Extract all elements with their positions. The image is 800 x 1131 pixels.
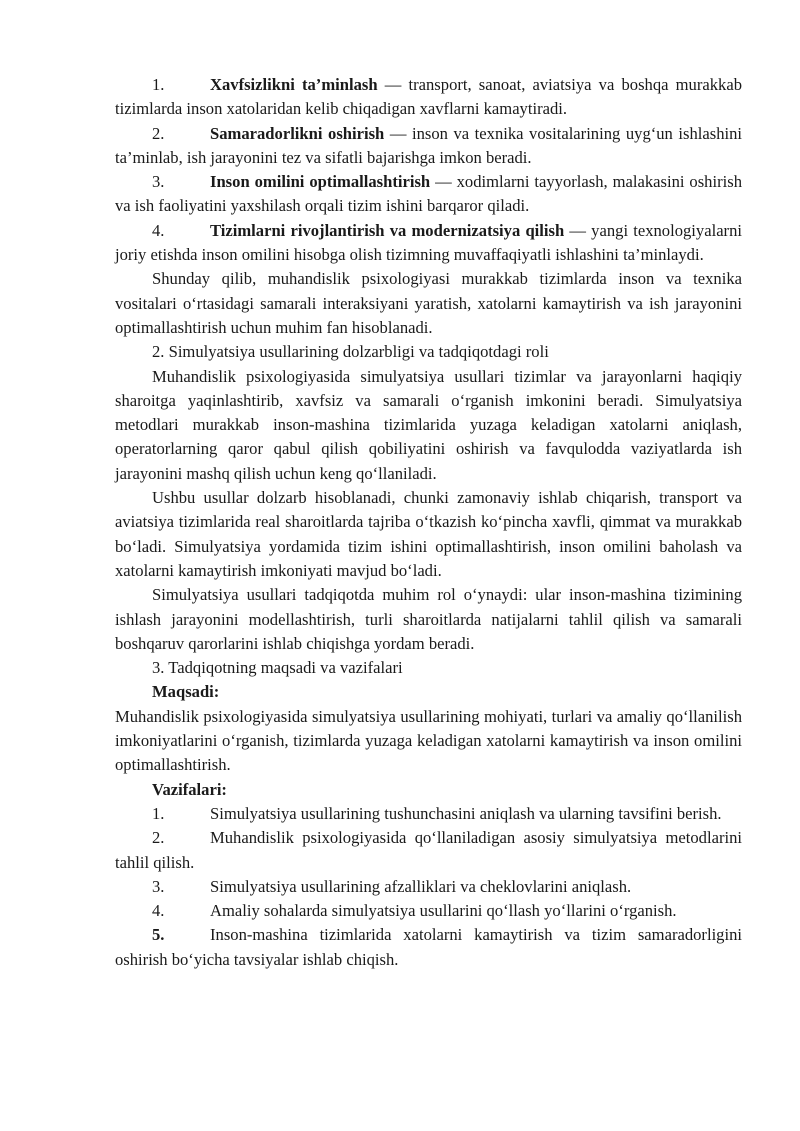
task-item-text: Amaliy sohalarda simulyatsiya usullarini qo‘llash yo‘llarini o‘rganish. <box>210 901 677 921</box>
task-item-5 <box>115 923 742 972</box>
task-item-4 <box>115 899 742 923</box>
goal-item-3 <box>115 170 742 219</box>
goal-item-4 <box>115 219 742 268</box>
task-item-text: Inson-mashina tizimlarida xatolarni kamaytirish va tizim samaradorligini oshirish bo‘yicha tavsiyalar ishlab chiqish. <box>115 925 742 969</box>
goal-item-number: 4. <box>152 220 165 240</box>
goal-item-text: — xodimlarni tayyorlash, malakasini oshirish va ish faoliyatini yaxshilash orqali tizim ishini barqaror qiladi. <box>115 172 742 216</box>
goal-item-title: Samaradorlikni oshirish <box>210 123 385 143</box>
section-2-paragraph-2: Ushbu usullar dolzarb hisoblanadi, chunki zamonaviy ishlab chiqarish, transport va aviatsiya tizimlarida real sharoitlarda tajriba o‘tkazish ko‘pincha xavfli, qimmat va murakkab bo‘ladi. Simulyatsiya yordamida tizim ishini optimallashtirish, inson omilini baholash va xatolarni kamaytirish imkoniyati mavjud bo‘ladi. <box>115 488 742 580</box>
goal-item-title: Xavfsizlikni ta’minlash <box>210 75 378 94</box>
goal-item-title: Inson omilini optimallashtirish <box>210 172 431 192</box>
task-item-number: 3. <box>152 876 165 896</box>
task-item-text: Simulyatsiya usullarining tushunchasini aniqlash va ularning tavsifini berish. <box>210 803 722 823</box>
goal-item-text: — yangi texnologiyalarni joriy etishda inson omilini hisobga olish tizimning muvaffaqiyatli ishlashini ta’minlaydi. <box>115 220 742 265</box>
tasks-label: Vazifalari: <box>152 779 227 799</box>
section-2-paragraph-1: Muhandislik psixologiyasida simulyatsiya usullari tizimlar va jarayonlarni haqiqiy sharoitga yaqinlashtirib, xavfsiz va samarali o‘rganish imkonini beradi. Simulyatsiya metodlari murakkab inson-mashina tizimlarida yuzaga keladigan xatolarni aniqlash, operatorlarning qaror qabul qilish qobiliyatini oshirish va favqulodda vaziyatlarda ish jarayonini mashq qilish uchun keng qo‘llaniladi. <box>115 366 742 483</box>
goal-item-1 <box>115 73 742 122</box>
task-item-text: Muhandislik psixologiyasida qo‘llaniladigan asosiy simulyatsiya metodlarini tahlil qilish. <box>115 828 742 872</box>
goal-item-text: — transport, sanoat, aviatsiya va boshqa murakkab tizimlarda inson xatolaridan kelib chiqadigan xavflarni kamaytiradi. <box>115 75 742 119</box>
task-item-text: Simulyatsiya usullarining afzalliklari va cheklovlarini aniqlash. <box>210 876 632 896</box>
task-item-3 <box>115 875 742 899</box>
goal-item-number: 3. <box>152 172 165 192</box>
section-3-heading: 3. Tadqiqotning maqsadi va vazifalari <box>152 658 403 678</box>
task-item-number: 4. <box>152 901 165 921</box>
task-item-number: 5. <box>152 925 165 945</box>
task-item-number: 1. <box>152 803 165 823</box>
goal-paragraph: Muhandislik psixologiyasida simulyatsiya usullarining mohiyati, turlari va amaliy qo‘llanilish imkoniyatlarini o‘rganish, tizimlarda yuzaga keladigan xatolarni kamaytirish va inson omilini optimallashtirish. <box>115 706 742 775</box>
goal-item-number: 2. <box>152 123 165 143</box>
task-item-1 <box>115 802 742 826</box>
conclusion-paragraph: Shunday qilib, muhandislik psixologiyasi murakkab tizimlarda inson va texnika vositalari o‘rtasidagi samarali interaksiyani yaratish, xatolarni kamaytirish va ish jarayonini optimallashtirish uchun muhim fan hisoblanadi. <box>115 269 742 337</box>
goal-item-title: Tizimlarni rivojlantirish va modernizatsiya qilish <box>210 220 565 240</box>
goal-item-number: 1. <box>152 75 165 94</box>
goal-label: Maqsadi: <box>152 682 220 702</box>
section-2-heading: 2. Simulyatsiya usullarining dolzarbligi va tadqiqotdagi roli <box>152 342 549 362</box>
section-2-paragraph-3: Simulyatsiya usullari tadqiqotda muhim rol o‘ynaydi: ular inson-mashina tizimining ishlash jarayonini modellashtirish, turli sharoitlarda natijalarni tahlil qilish va samarali boshqaruv qarorlarini ishlab chiqishga yordam beradi. <box>115 585 742 653</box>
goal-item-2 <box>115 122 742 171</box>
task-item-2 <box>115 826 742 875</box>
task-item-number: 2. <box>152 828 165 848</box>
goal-item-text: — inson va texnika vositalarining uyg‘un ishlashini ta’minlab, ish jarayonini tez va sifatli bajarishga imkon beradi. <box>115 123 743 167</box>
